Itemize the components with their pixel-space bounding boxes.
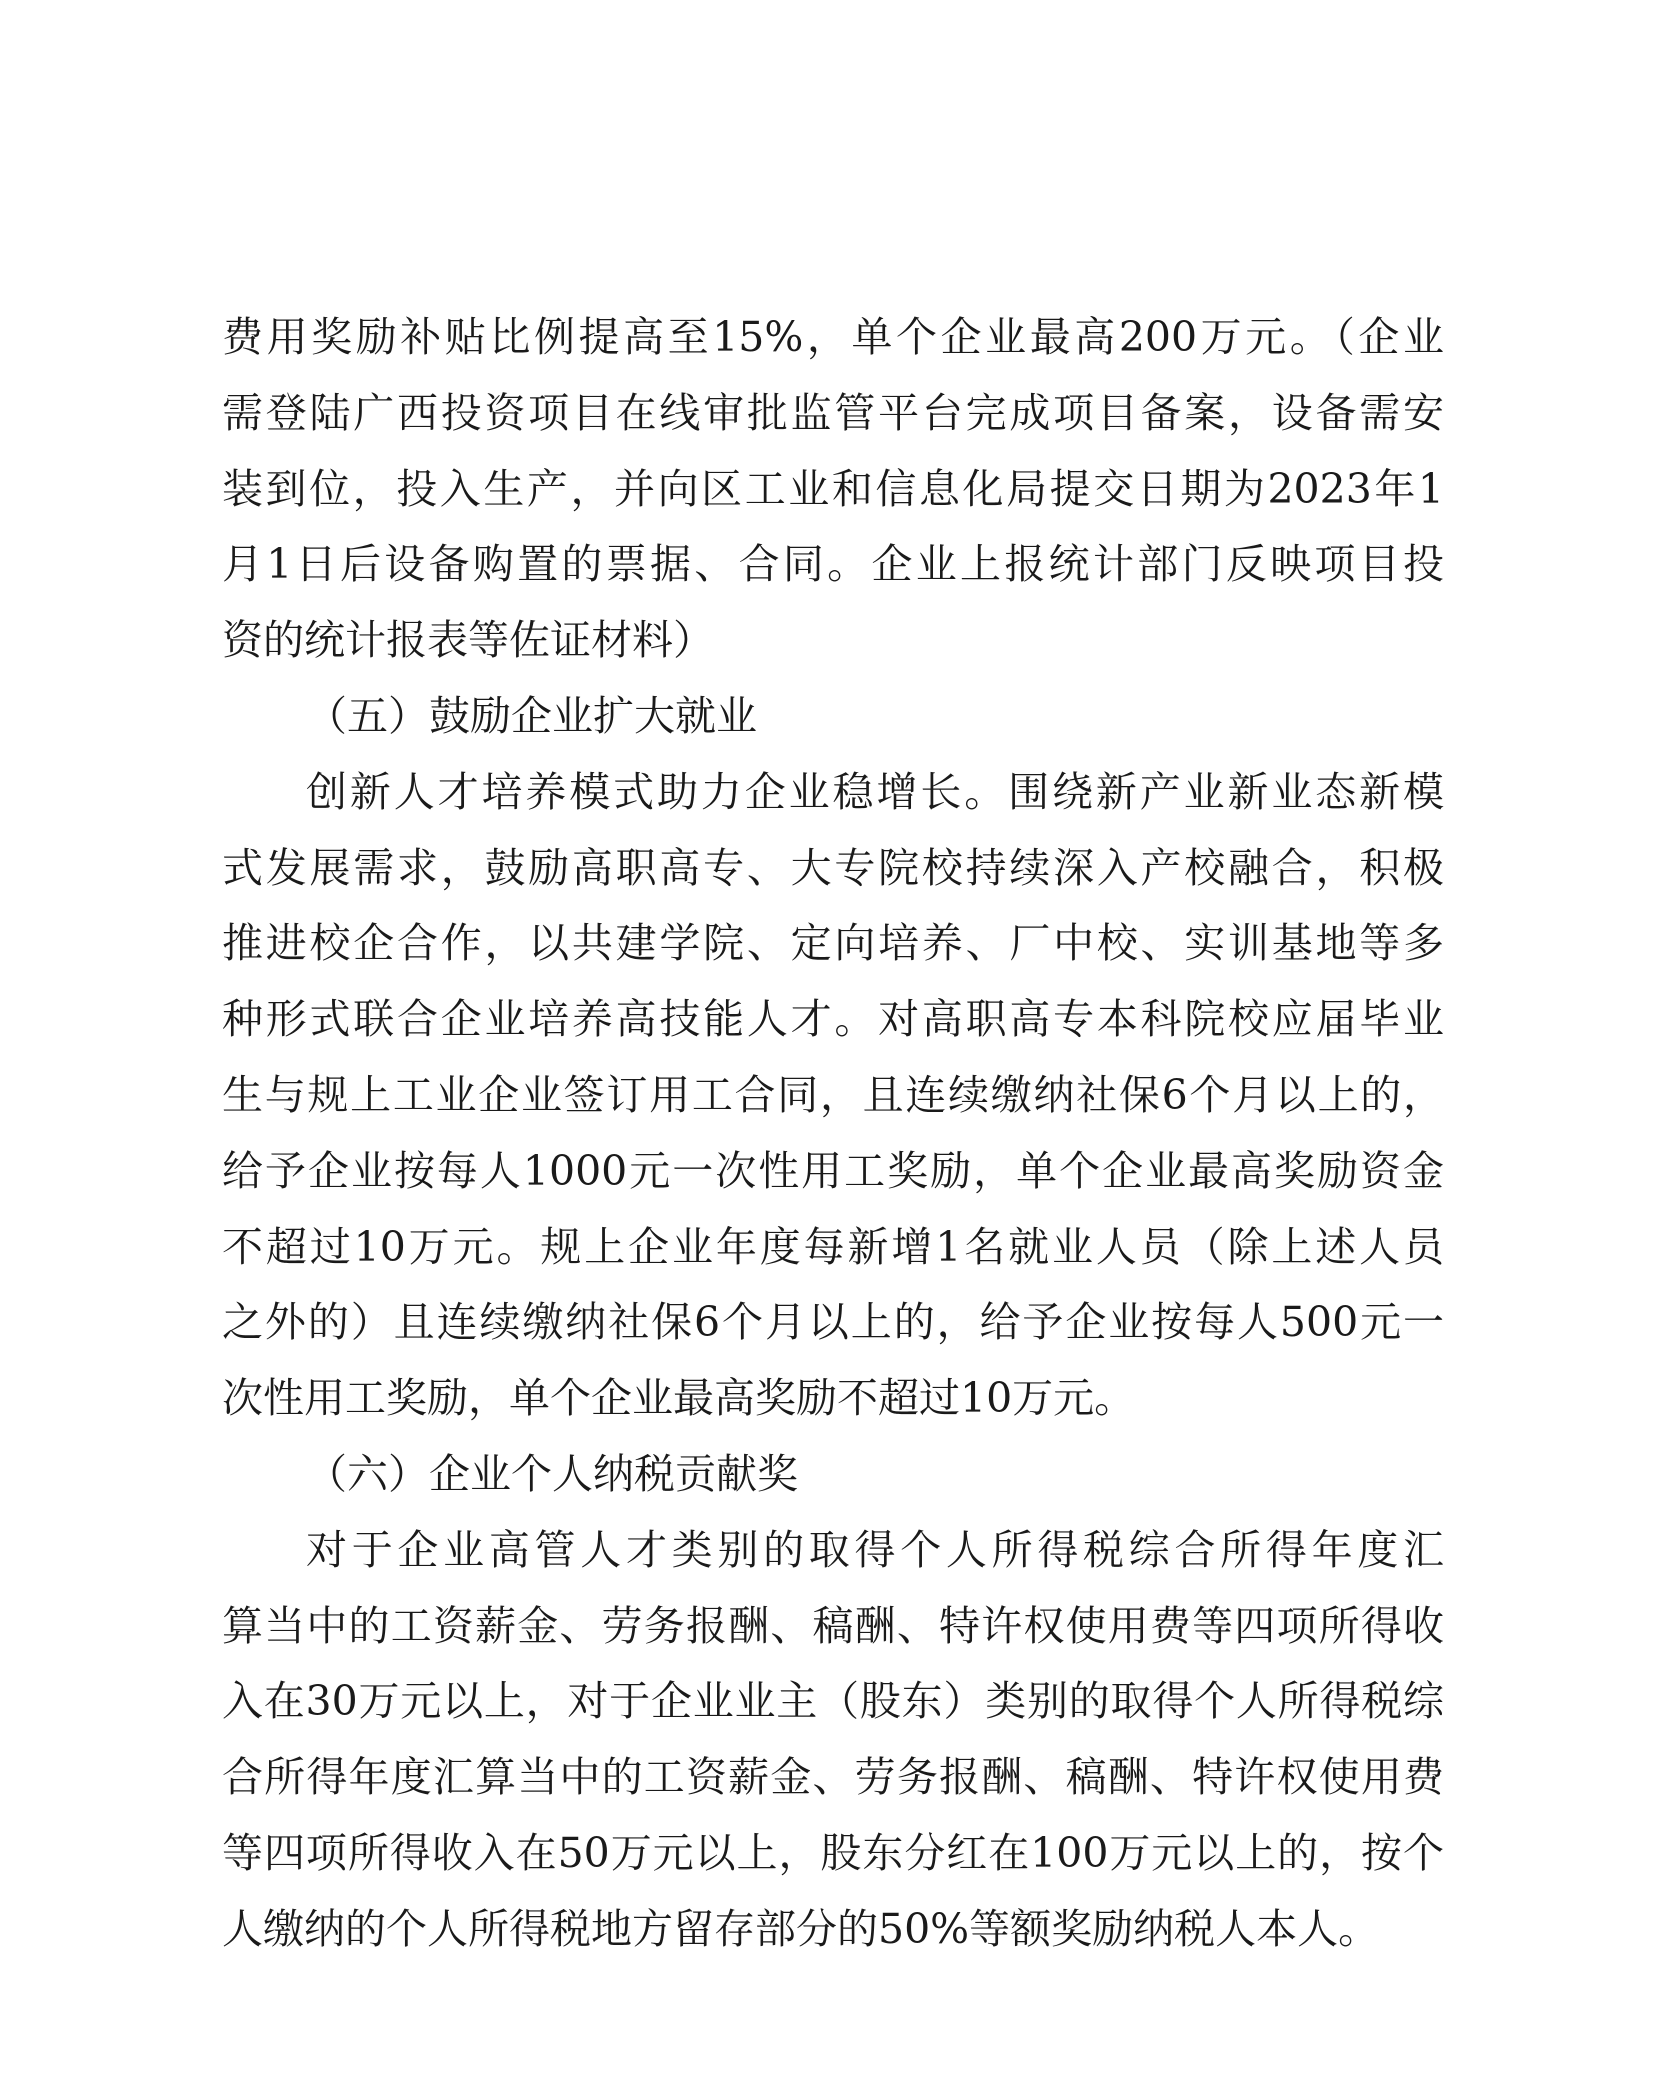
text-line: 算当中的工资薪金、劳务报酬、稿酬、特许权使用费等四项所得收 [222, 1601, 1444, 1650]
section-heading [222, 679, 1444, 755]
text-line: 人缴纳的个人所得税地方留存部分的50%等额奖励纳税人本人。 [222, 1904, 1380, 1953]
document-body [222, 300, 1444, 1968]
text-line: 次性用工奖励，单个企业最高奖励不超过10万元。 [222, 1374, 1136, 1423]
text-line: 生与规上工业企业签订用工合同，且连续缴纳社保6个月以上的， [222, 1070, 1444, 1119]
heading-text: （六）企业个人纳税贡献奖 [306, 1449, 798, 1498]
paragraph [222, 300, 1444, 679]
text-line: 式发展需求，鼓励高职高专、大专院校持续深入产校融合，积极 [222, 843, 1444, 892]
text-line: 种形式联合企业培养高技能人才。对高职高专本科院校应届毕业 [222, 995, 1444, 1044]
text-line: 推进校企合作，以共建学院、定向培养、厂中校、实训基地等多 [222, 919, 1444, 968]
text-line: 创新人才培养模式助力企业稳增长。围绕新产业新业态新模 [306, 767, 1444, 816]
text-line: 月1日后设备购置的票据、合同。企业上报统计部门反映项目投 [222, 540, 1444, 589]
paragraph [222, 1513, 1444, 1968]
section-heading [222, 1437, 1444, 1513]
text-line: 费用奖励补贴比例提高至15%，单个企业最高200万元。（企业 [222, 313, 1444, 361]
text-line: 等四项所得收入在50万元以上，股东分红在100万元以上的，按个 [222, 1828, 1444, 1877]
text-line: 给予企业按每人1000元一次性用工奖励，单个企业最高奖励资金 [222, 1146, 1444, 1195]
text-line: 需登陆广西投资项目在线审批监管平台完成项目备案，设备需安 [222, 388, 1444, 437]
text-line: 对于企业高管人才类别的取得个人所得税综合所得年度汇 [306, 1525, 1444, 1574]
text-line: 合所得年度汇算当中的工资薪金、劳务报酬、稿酬、特许权使用费 [222, 1753, 1444, 1802]
text-line: 资的统计报表等佐证材料） [222, 616, 714, 665]
text-line: 装到位，投入生产，并向区工业和信息化局提交日期为2023年1 [222, 464, 1444, 513]
heading-text: （五）鼓励企业扩大就业 [306, 691, 757, 740]
text-line: 入在30万元以上，对于企业业主（股东）类别的取得个人所得税综 [222, 1677, 1444, 1726]
text-line: 之外的）且连续缴纳社保6个月以上的，给予企业按每人500元一 [222, 1298, 1444, 1347]
paragraph [222, 755, 1444, 1437]
text-line: 不超过10万元。规上企业年度每新增1名就业人员（除上述人员 [222, 1222, 1444, 1271]
